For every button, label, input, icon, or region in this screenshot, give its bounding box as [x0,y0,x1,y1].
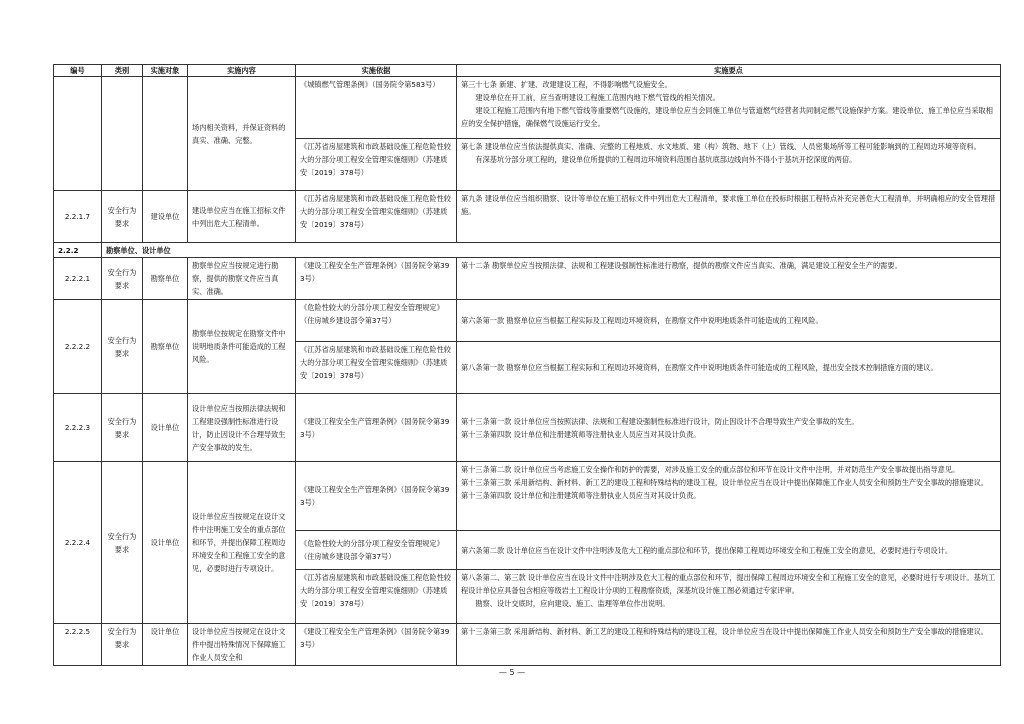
row-target: 设计单位 [143,462,188,624]
section-row [54,243,1001,258]
point-text: 第十三条第四款 设计单位和注册建筑师等注册执业人员应当对其设计负责。 [461,429,701,439]
section-id: 2.2.2 [54,243,102,258]
row-category: 安全行为要求 [102,462,143,624]
row-id: 2.2.1.7 [54,191,102,243]
row-target: 勘察单位 [143,300,188,394]
point-text: 第十三条第一款 设计单位应当按照法律、法规和工程建设强制性标准进行设计，防止因设计不合理导致生产安全事故的发生。 [461,416,859,426]
table-header-row [54,65,1001,77]
basis-cell: 《江苏省房屋建筑和市政基础设施工程危险性较大的分部分项工程安全管理实施细则》（苏建质安〔2019〕378号） [296,139,457,191]
points-cell [457,77,1001,139]
basis-cell: 《危险性较大的分部分项工程安全管理规定》（住房城乡建设部令第37号） [296,300,457,342]
point-text: 建设工程施工范围内有地下燃气管线等重要燃气设施的，建设单位应当会同施工单位与管道燃气经营者共同制定燃气设施保护方案。建设单位、施工单位应当采取相应的安全保护措施，确保燃气设施运行安全。 [461,106,993,128]
regulation-table [53,64,1001,666]
row-id: 2.2.2.4 [54,462,102,624]
table-row [54,191,1001,243]
row-category: 安全行为要求 [102,300,143,394]
content-cell: 场内相关资料，并保证资料的真实、准确、完整。 [188,77,296,191]
table-row [54,624,1001,666]
row-category: 安全行为要求 [102,624,143,666]
row-category: 安全行为要求 [102,191,143,243]
point-text: 有深基坑分部分项工程的，建设单位所提供的工程周边环境资料范围自基坑底部边线向外不得小于基坑开挖深度的两倍。 [475,155,857,164]
row-id: 2.2.2.5 [54,624,102,666]
row-target: 勘察单位 [143,258,188,300]
header-id: 编号 [54,65,102,77]
points-cell: 第六条第一款 勘察单位应当根据工程实际及工程周边环境资料，在勘察文件中说明地质条件可能造成的工程风险。 [457,300,1001,342]
content-cell: 建设单位应当在施工招标文件中列出危大工程清单。 [188,191,296,243]
section-title: 勘察单位、设计单位 [102,243,1001,258]
row-category: 安全行为要求 [102,258,143,300]
basis-cell: 《建设工程安全生产管理条例》（国务院令第393号） [296,258,457,300]
point-text: 勘察、设计交底时，应向建设、施工、监理等单位作出说明。 [475,599,670,608]
header-content: 实施内容 [188,65,296,77]
point-text: 第三十七条 新建、扩建、改建建设工程，不得影响燃气设施安全。 [461,80,672,89]
row-id: 2.2.2.3 [54,394,102,462]
table-row [54,258,1001,300]
row-target: 设计单位 [143,394,188,462]
row-id: 2.2.2.1 [54,258,102,300]
table-row [54,77,1001,139]
basis-cell: 《建设工程安全生产管理条例》（国务院令第393号） [296,624,457,666]
basis-cell: 《江苏省房屋建筑和市政基础设施工程危险性较大的分部分项工程安全管理实施细则》（苏建质安〔2019〕378号） [296,191,457,243]
point-text: 第七条 建设单位应当依法提供真实、准确、完整的工程地质、水文地质、建（构）筑物、地下（上）管线、人员密集场所等工程可能影响到的工程周边环境等资料。 [461,142,981,151]
content-cell: 设计单位应当按规定在设计文件中注明施工安全的重点部位和环节，并提出保障工程周边环境安全和工程施工安全的意见，必要时进行专项设计。 [188,462,296,624]
points-cell [457,394,1001,462]
points-cell: 第十三条第三款 采用新结构、新材料、新工艺的建设工程和特殊结构的建设工程，设计单位应当在设计中提出保障施工作业人员安全和预防生产安全事故的措施建议。 [457,624,1001,666]
point-text: 第八条第二、第三款 设计单位应当在设计文件中注明涉及危大工程的重点部位和环节，提出保障工程周边环境安全和工程施工安全的意见，必要时进行专项设计。基坑工程设计单位应具备包含相应等级岩土工程设计分项的工程勘察资质，深基坑设计施工图必须通过专家评审。 [461,573,996,595]
content-cell: 勘察单位按规定在勘察文件中说明地质条件可能造成的工程风险。 [188,300,296,394]
table-row [54,394,1001,462]
points-cell: 第六条第二款 设计单位应当在设计文件中注明涉及危大工程的重点部位和环节，提出保障工程周边环境安全和工程施工安全的意见，必要时进行专项设计。 [457,531,1001,570]
page-number: — 5 — [498,668,526,677]
point-text: 第十三条第四款 设计单位和注册建筑师等注册执业人员应当对其设计负责。 [461,491,701,500]
basis-cell: 《建设工程安全生产管理条例》（国务院令第393号） [296,462,457,531]
points-cell [457,570,1001,624]
header-target: 实施对象 [143,65,188,77]
row-target: 建设单位 [143,191,188,243]
header-category: 类别 [102,65,143,77]
points-cell [457,139,1001,191]
points-cell: 第八条第一款 勘察单位应当根据工程实际和工程周边环境资料，在勘察文件中说明地质条件可能造成的工程风险，提出安全技术控制措施方面的建议。 [457,342,1001,394]
table-row [54,462,1001,531]
content-cell: 设计单位应当按规定在设计文件中提出特殊情况下保障施工作业人员安全和 [188,624,296,666]
basis-cell: 《城镇燃气管理条例》（国务院令第583号） [296,77,457,139]
points-cell: 第九条 建设单位应当组织勘察、设计等单位在施工招标文件中列出危大工程清单，要求施工单位在投标时根据工程特点补充完善危大工程清单，并明确相应的安全管理措施。 [457,191,1001,243]
basis-cell: 《江苏省房屋建筑和市政基础设施工程危险性较大的分部分项工程安全管理实施细则》（苏建质安〔2019〕378号） [296,342,457,394]
header-basis: 实施依据 [296,65,457,77]
content-cell: 设计单位应当按照法律法规和工程建设强制性标准进行设计，防止因设计不合理导致生产安全事故的发生。 [188,394,296,462]
content-cell: 勘察单位应当按规定进行勘察，提供的勘察文件应当真实、准确。 [188,258,296,300]
row-id: 2.2.2.2 [54,300,102,394]
points-cell [457,462,1001,531]
points-cell: 第十二条 勘察单位应当按照法律、法规和工程建设强制性标准进行勘察，提供的勘察文件应当真实、准确，满足建设工程安全生产的需要。 [457,258,1001,300]
row-category: 安全行为要求 [102,394,143,462]
row-target: 设计单位 [143,624,188,666]
point-text: 第十三条第二款 设计单位应当考虑施工安全操作和防护的需要，对涉及施工安全的重点部位和环节在设计文件中注明，并对防范生产安全事故提出指导意见。 [461,465,960,474]
point-text: 第十三条第三款 采用新结构、新材料、新工艺的建设工程和特殊结构的建设工程，设计单位应当在设计中提出保障施工作业人员安全和预防生产安全事故的措施建议。 [461,478,988,487]
header-points: 实施要点 [457,65,1001,77]
basis-cell: 《危险性较大的分部分项工程安全管理规定》（住房城乡建设部令第37号） [296,531,457,570]
point-text: 建设单位在开工前，应当查明建设工程施工范围内地下燃气管线的相关情况。 [475,93,720,102]
basis-cell: 《建设工程安全生产管理条例》（国务院令第393号） [296,394,457,462]
basis-cell: 《江苏省房屋建筑和市政基础设施工程危险性较大的分部分项工程安全管理实施细则》（苏建质安〔2019〕378号） [296,570,457,624]
table-row [54,300,1001,342]
